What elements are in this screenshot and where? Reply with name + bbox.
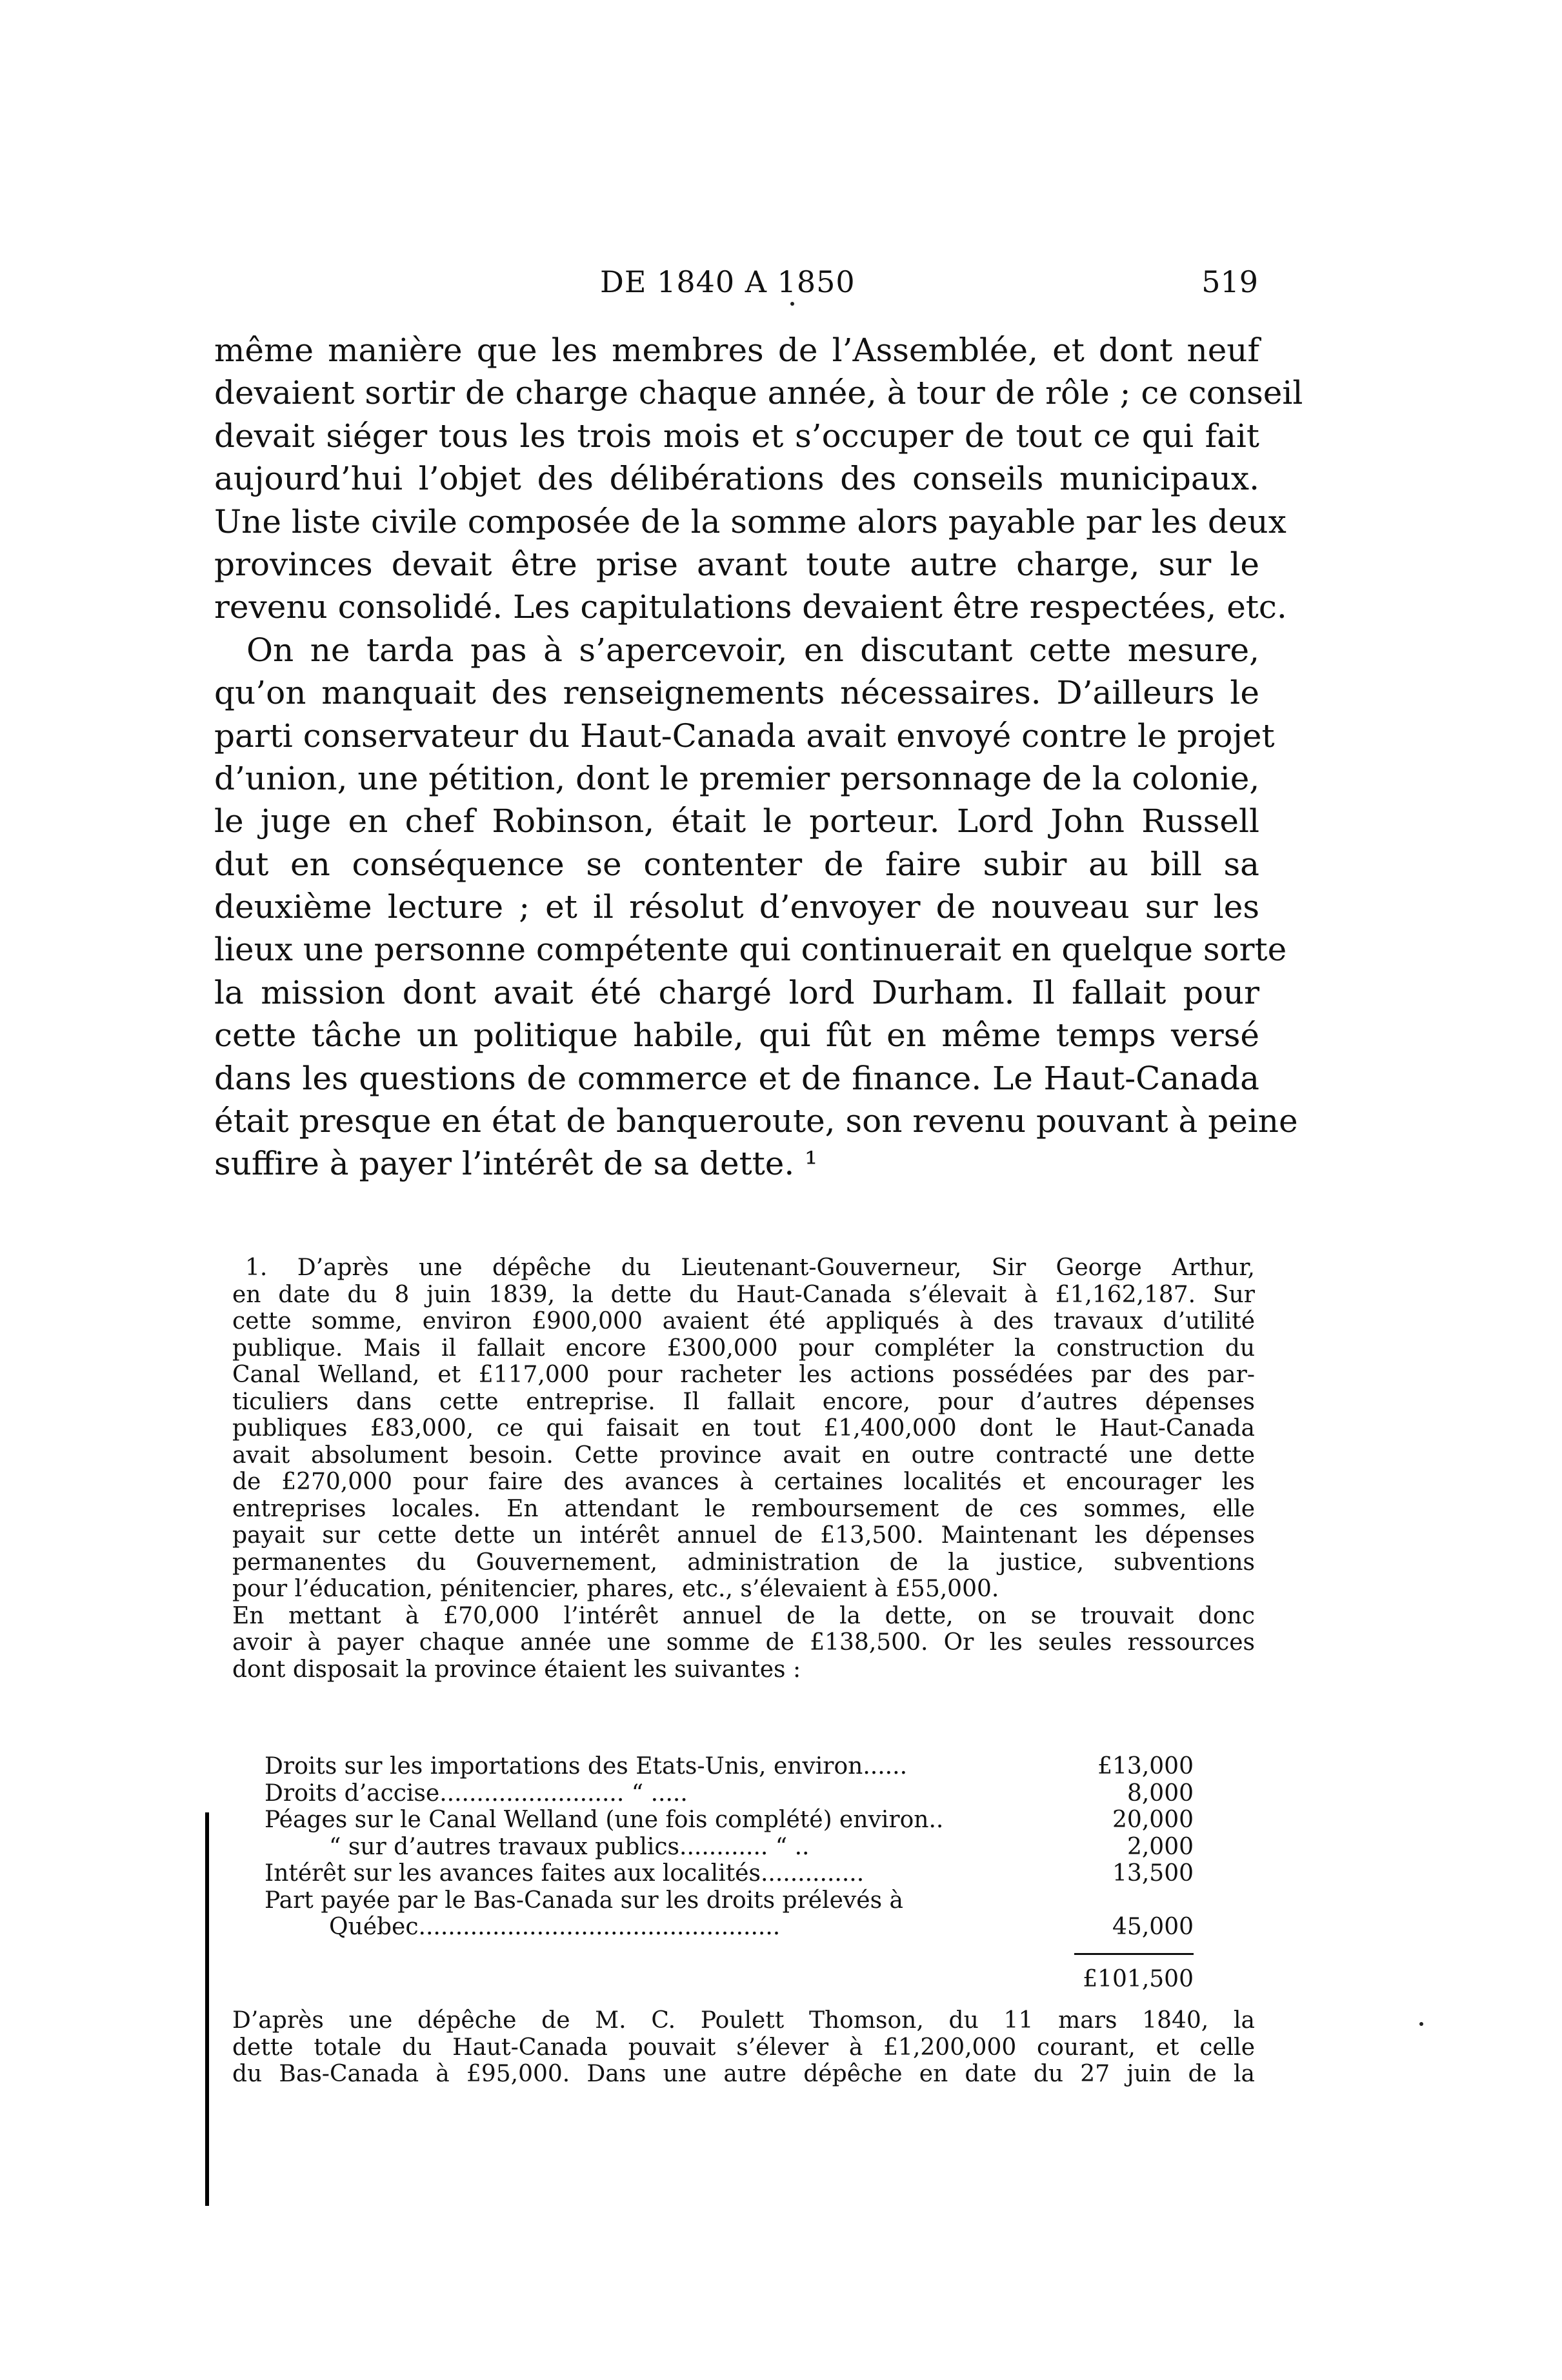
ledger-amount: 2,000 bbox=[1126, 1833, 1194, 1860]
main-paragraphs bbox=[214, 329, 1303, 1185]
footnote-line: pour l’éducation, pénitencier, phares, etc., s’élevaient à £55,000. bbox=[232, 1576, 999, 1602]
revenue-ledger bbox=[265, 1753, 1194, 1992]
text-line: cette tâche un politique habile, qui fût en même temps versé bbox=[214, 1016, 1259, 1055]
closing-line: du Bas-Canada à £95,000. Dans une autre dépêche en date du 27 juin de la bbox=[232, 2061, 1255, 2087]
ledger-label: Droits sur les importations des Etats-Unis, environ...... bbox=[265, 1753, 908, 1780]
text-line: d’union, une pétition, dont le premier personnage de la colonie, bbox=[214, 759, 1260, 797]
text-line: devait siéger tous les trois mois et s’occuper de tout ce qui fait bbox=[214, 417, 1259, 455]
text-line: suffire à payer l’intérêt de sa dette. ¹ bbox=[214, 1145, 818, 1183]
ledger-amount: 8,000 bbox=[1126, 1780, 1194, 1807]
footnote-line: Canal Welland, et £117,000 pour racheter les actions possédées par des par- bbox=[232, 1362, 1255, 1388]
text-line: même manière que les membres de l’Assemblée, et dont neuf bbox=[214, 332, 1259, 369]
footnote-line: En mettant à £70,000 l’intérêt annuel de la dette, on se trouvait donc bbox=[232, 1602, 1255, 1629]
closing-line: D’après une dépêche de M. C. Poulett Thomson, du 11 mars 1840, la bbox=[232, 2007, 1255, 2034]
footnote-line: de £270,000 pour faire des avances à certaines localités et encourager les bbox=[232, 1469, 1255, 1495]
text-line: la mission dont avait été chargé lord Durham. Il fallait pour bbox=[214, 973, 1259, 1011]
footnote-line: avoir à payer chaque année une somme de £138,500. Or les seules ressources bbox=[232, 1629, 1255, 1656]
footnote-line: publique. Mais il fallait encore £300,000 pour compléter la construction du bbox=[232, 1334, 1255, 1362]
ledger-row bbox=[265, 1834, 1194, 1861]
running-title: DE 1840 A 1850 bbox=[600, 264, 856, 299]
ledger-amount: £13,000 bbox=[1097, 1753, 1194, 1780]
closing-paragraph bbox=[232, 2007, 1255, 2088]
ledger-amount: 13,500 bbox=[1112, 1860, 1194, 1887]
ledger-label: Part payée par le Bas-Canada sur les droits prélevés à bbox=[265, 1887, 903, 1914]
ledger-row bbox=[265, 1887, 1194, 1914]
footnote-line: en date du 8 juin 1839, la dette du Haut-Canada s’élevait à £1,162,187. Sur bbox=[232, 1281, 1255, 1308]
footnote-line: cette somme, environ £900,000 avaient été appliqués à des travaux d’utilité bbox=[232, 1308, 1255, 1334]
footnote-line: ticuliers dans cette entreprise. Il fallait encore, pour d’autres dépenses bbox=[232, 1388, 1255, 1415]
text-line: deuxième lecture ; et il résolut d’envoyer de nouveau sur les bbox=[214, 888, 1259, 926]
ledger-amount: 45,000 bbox=[1112, 1914, 1194, 1940]
text-line: était presque en état de banqueroute, son revenu pouvant à peine bbox=[214, 1102, 1298, 1140]
text-line: aujourd’hui l’objet des délibérations des conseils municipaux. bbox=[214, 460, 1259, 498]
ledger-label: “ sur d’autres travaux publics............ “ .. bbox=[329, 1833, 810, 1860]
ledger-label: Péages sur le Canal Welland (une fois complété) environ.. bbox=[265, 1807, 944, 1833]
text-line: dut en conséquence se contenter de faire subir au bill sa bbox=[214, 845, 1259, 883]
text-line: le juge en chef Robinson, était le porteur. Lord John Russell bbox=[214, 802, 1259, 840]
ledger-label: Intérêt sur les avances faites aux localités.............. bbox=[265, 1860, 865, 1887]
text-line: On ne tarda pas à s’apercevoir, en discutant cette mesure, bbox=[246, 631, 1259, 669]
scan-edge-mark bbox=[205, 1812, 209, 2206]
print-speck bbox=[790, 302, 794, 306]
page-number: 519 bbox=[1201, 264, 1258, 299]
footnote-line: 1. D’après une dépêche du Lieutenant-Gouverneur, Sir George Arthur, bbox=[245, 1254, 1255, 1281]
ledger-amount: 20,000 bbox=[1112, 1807, 1194, 1833]
footnote-line: dont disposait la province étaient les suivantes : bbox=[232, 1656, 801, 1683]
footnote-line: payait sur cette dette un intérêt annuel de £13,500. Maintenant les dépenses bbox=[232, 1522, 1255, 1549]
ledger-row bbox=[265, 1914, 1194, 1941]
text-line: provinces devait être prise avant toute autre charge, sur le bbox=[214, 545, 1259, 583]
text-line: revenu consolidé. Les capitulations devaient être respectées, etc. bbox=[214, 588, 1287, 626]
ledger-row bbox=[265, 1860, 1194, 1887]
sum-rule bbox=[1074, 1953, 1194, 1955]
ledger-total: £101,500 bbox=[1083, 1966, 1194, 1992]
footnote-line: entreprises locales. En attendant le remboursement de ces sommes, elle bbox=[232, 1495, 1255, 1522]
text-line: lieux une personne compétente qui continuerait en quelque sorte bbox=[214, 931, 1287, 969]
closing-line: dette totale du Haut-Canada pouvait s’élever à £1,200,000 courant, et celle bbox=[232, 2034, 1255, 2061]
ledger-row bbox=[265, 1753, 1194, 1780]
ledger-row bbox=[265, 1807, 1194, 1834]
footnote-line: avait absolument besoin. Cette province avait en outre contracté une dette bbox=[232, 1442, 1255, 1469]
footnote-line: publiques £83,000, ce qui faisait en tout £1,400,000 dont le Haut-Canada bbox=[232, 1415, 1255, 1442]
ledger-label: Droits d’accise......................... “ ..... bbox=[265, 1780, 688, 1807]
footnote bbox=[232, 1254, 1255, 1683]
text-line: qu’on manquait des renseignements nécessaires. D’ailleurs le bbox=[214, 674, 1259, 712]
page-header bbox=[213, 264, 1258, 310]
print-speck bbox=[1419, 2022, 1423, 2026]
text-line: Une liste civile composée de la somme alors payable par les deux bbox=[214, 502, 1287, 540]
ledger-label: Québec................................................. bbox=[329, 1914, 781, 1940]
ledger-row bbox=[265, 1780, 1194, 1807]
footnote-line: permanentes du Gouvernement, administration de la justice, subventions bbox=[232, 1549, 1255, 1576]
text-line: devaient sortir de charge chaque année, à tour de rôle ; ce conseil bbox=[214, 374, 1303, 412]
text-line: parti conservateur du Haut-Canada avait envoyé contre le projet bbox=[214, 717, 1275, 755]
text-line: dans les questions de commerce et de finance. Le Haut-Canada bbox=[214, 1059, 1259, 1097]
